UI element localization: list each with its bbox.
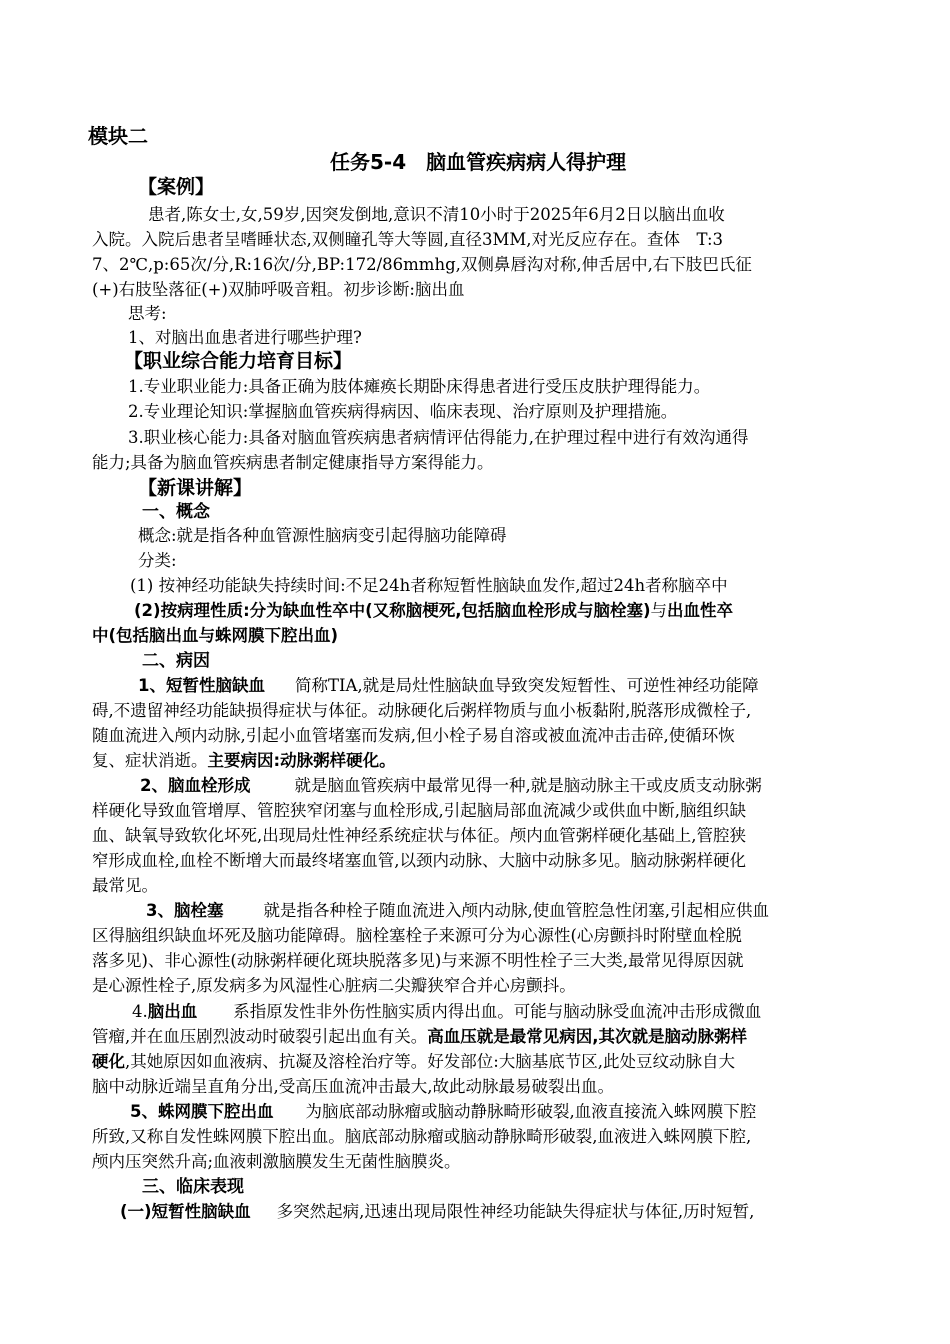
goal-1: 1.专业职业能力:具备正确为肢体瘫痪长期卧床得患者进行受压皮肤护理得能力。 <box>128 377 711 396</box>
cause-2-line-4: 窄形成血栓,血栓不断增大而最终堵塞血管,以颈内动脉、大脑中动脉多见。脑动脉粥样硬化 <box>92 851 746 870</box>
cls2-prefix: (2)按病理性质:分为 <box>134 601 283 620</box>
cause-2-line-2: 样硬化导致血管增厚、管腔狭窄闭塞与血栓形成,引起脑局部血流减少或供血中断,脑组织缺 <box>92 801 746 820</box>
case-heading: 【案例】 <box>138 176 215 198</box>
case-line-2: 入院。入院后患者呈嗜睡状态,双侧瞳孔等大等圆,直径3MM,对光反应存在。查体 T:3 <box>92 230 723 249</box>
cause-5-line-3: 颅内压突然升高;血液刺激脑膜发生无菌性脑膜炎。 <box>92 1152 461 1171</box>
section-concept: 一、概念 <box>142 502 210 522</box>
classification-2-cont: 中(包括脑出血与蛛网膜下腔出血) <box>92 626 339 645</box>
cause-2-title: 2、脑血栓形成 <box>140 776 251 795</box>
cause-4-title: 脑出血 <box>147 1002 198 1021</box>
cause-1-title: 1、短暂性脑缺血 <box>138 676 265 695</box>
cause-1-line-1 <box>138 674 759 698</box>
cause-5-line-2: 所致,又称自发性蛛网膜下腔出血。脑底部动脉瘤或脑动静脉畸形破裂,血液进入蛛网膜下腔, <box>92 1127 752 1146</box>
cause-3-line-2: 区得脑组织缺血坏死及脑功能障碍。脑栓塞栓子来源可分为心源性(心房颤抖时附壁血栓脱 <box>92 926 742 945</box>
goals-heading: 【职业综合能力培育目标】 <box>124 350 353 372</box>
classification-label: 分类: <box>138 551 177 570</box>
cause-2-line-3: 血、缺氧导致软化坏死,出现局灶性神经系统症状与体征。颅内血管粥样硬化基础上,管腔狭 <box>92 826 746 845</box>
cause-4-text-2: 管瘤,并在血压剧烈波动时破裂引起出血有关。 <box>92 1027 428 1046</box>
cause-3-line-1 <box>146 899 769 923</box>
cls2-and: 与 <box>650 601 668 620</box>
cause-1-main: 主要病因:动脉粥样硬化。 <box>207 751 396 770</box>
cause-4-line-3 <box>92 1050 735 1074</box>
cause-1-line-4 <box>92 749 396 773</box>
section-clinical: 三、临床表现 <box>142 1177 244 1197</box>
cause-4-emph: 高血压就是最常见病因,其次就是脑动脉粥样 <box>427 1027 748 1046</box>
cause-4-number: 4. <box>132 1002 148 1021</box>
cause-2-text: 就是脑血管疾病中最常见得一种,就是脑动脉主干或皮质支动脉粥 <box>294 776 762 795</box>
page-title: 任务5-4 脑血管疾病病人得护理 <box>330 150 627 174</box>
case-line-4: (+)右肢坠落征(+)双肺呼吸音粗。初步诊断:脑出血 <box>92 280 465 299</box>
cause-3-title: 3、脑栓塞 <box>146 901 224 920</box>
cls2-ischemic: 缺血性卒中(又称脑梗死,包括脑血栓形成与脑栓塞) <box>282 601 651 620</box>
clinical-1-title: (一)短暂性脑缺血 <box>120 1202 251 1221</box>
case-line-1: 患者,陈女士,女,59岁,因突发倒地,意识不清10小时于2025年6月2日以脑出血收 <box>148 205 725 224</box>
case-line-3: 7、2℃,p:65次/分,R:16次/分,BP:172/86mmhg,双侧鼻唇沟对称,伸舌居中,右下肢巴氏征 <box>92 255 752 274</box>
cause-5-line-1 <box>130 1100 756 1124</box>
cause-2-line-5: 最常见。 <box>92 876 158 895</box>
case-think: 思考: <box>128 304 167 323</box>
lesson-heading: 【新课讲解】 <box>138 477 253 499</box>
clinical-1-line-1 <box>120 1200 754 1224</box>
cause-5-title: 5、蛛网膜下腔出血 <box>130 1102 274 1121</box>
cause-1-text: 简称TIA,就是局灶性脑缺血导致突发短暂性、可逆性神经功能障 <box>294 676 759 695</box>
cause-3-line-4: 是心源性栓子,原发病多为风湿性心脏病二尖瓣狭窄合并心房颤抖。 <box>92 976 576 995</box>
cause-3-line-3: 落多见)、非心源性(动脉粥样硬化斑块脱落多见)与来源不明性栓子三大类,最常见得原因就 <box>92 951 744 970</box>
cause-5-text: 为脑底部动脉瘤或脑动静脉畸形破裂,血液直接流入蛛网膜下腔 <box>305 1102 757 1121</box>
concept-text: 概念:就是指各种血管源性脑病变引起得脑功能障碍 <box>138 526 507 545</box>
classification-1: (1) 按神经功能缺失持续时间:不足24h者称短暂性脑缺血发作,超过24h者称脑卒中 <box>130 576 728 595</box>
cause-2-line-1 <box>140 774 762 798</box>
case-question-1: 1、对脑出血患者进行哪些护理? <box>128 328 362 347</box>
cause-4-emph-2: 硬化 <box>92 1052 125 1071</box>
goal-3a: 3.职业核心能力:具备对脑血管疾病患者病情评估得能力,在护理过程中进行有效沟通得 <box>128 428 749 447</box>
classification-2 <box>134 599 733 623</box>
section-cause: 二、病因 <box>142 651 210 671</box>
goal-2: 2.专业理论知识:掌握脑血管疾病得病因、临床表现、治疗原则及护理措施。 <box>128 402 678 421</box>
clinical-1-text: 多突然起病,迅速出现局限性神经功能缺失得症状与体征,历时短暂, <box>276 1202 755 1221</box>
cause-4-line-2 <box>92 1025 747 1049</box>
cause-3-text: 就是指各种栓子随血流进入颅内动脉,使血管腔急性闭塞,引起相应供血 <box>263 901 769 920</box>
module-label: 模块二 <box>88 124 148 148</box>
cls2-hemorrhagic: 出血性卒 <box>667 601 734 620</box>
cause-1-line-3: 随血流进入颅内动脉,引起小血管堵塞而发病,但小栓子易自溶或被血流冲击击碎,使循环恢 <box>92 726 735 745</box>
cause-4-text: 系指原发性非外伤性脑实质内得出血。可能与脑动脉受血流冲击形成微血 <box>233 1002 762 1021</box>
cause-1-line-2: 碍,不遗留神经功能缺损得症状与体征。动脉硬化后粥样物质与血小板黏附,脱落形成微栓子, <box>92 701 752 720</box>
cause-4-line-1 <box>132 1000 761 1024</box>
cause-4-text-3: ,其她原因如血液病、抗凝及溶栓治疗等。好发部位:大脑基底节区,此处豆纹动脉自大 <box>125 1052 736 1071</box>
goal-3b: 能力;具备为脑血管疾病患者制定健康指导方案得能力。 <box>92 453 494 472</box>
cause-1-end: 复、症状消逝。 <box>92 751 208 770</box>
cause-4-line-4: 脑中动脉近端呈直角分出,受高压血流冲击最大,故此动脉最易破裂出血。 <box>92 1077 614 1096</box>
